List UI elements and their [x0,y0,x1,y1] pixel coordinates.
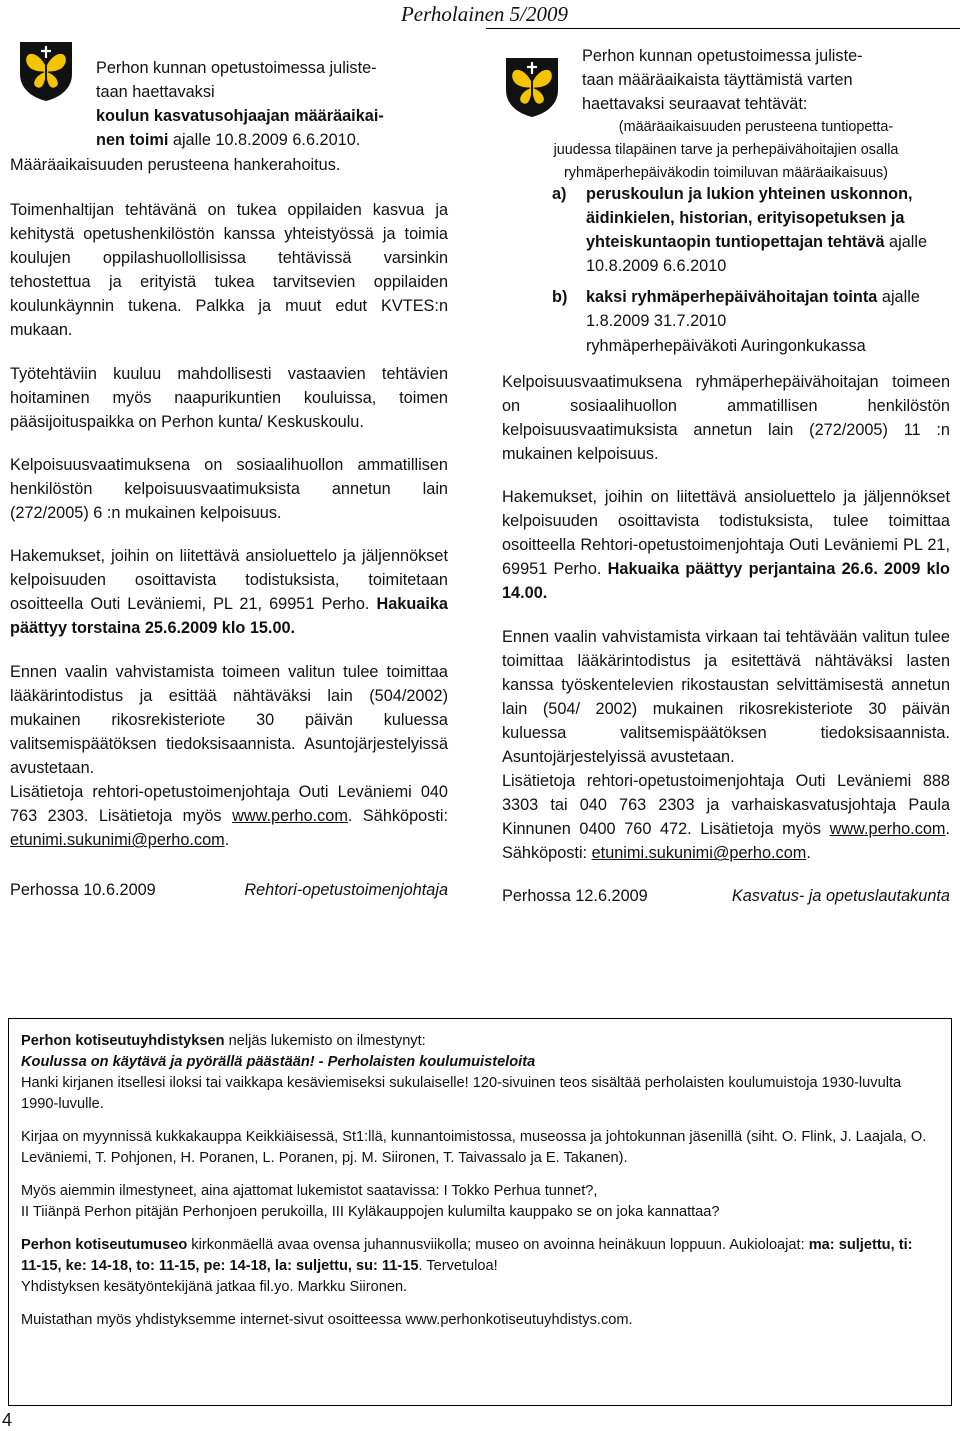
left-title-line-3: koulun kasvatusohjaajan määräaikai- [96,107,384,125]
left-paragraph-certificate: Ennen vaalin vahvistamista toimeen valitun tulee toimittaa lääkärintodistus ja esittää nähtäväksi lain (504/2002) mukainen rikosrekisteriote 30 päivän kuluessa valitsemispäätöksen tiedoksisaannista. Asuntojärjestelyissä avustetaan. [10,662,448,777]
left-paragraph-duties: Toimenhaltijan tehtävänä on tukea oppilaiden kasvua ja kehitystä opetushenkilöstön kanssa yhteistyössä ja toimia koulujen oppilashuollollisissa tehtävissä varsinkin tehostettua ja erityistä tukea tarvitsevien oppilaiden koulunkäynnin tukena. Palkka ja muut edut KVTES:n mukaan. [10,201,448,340]
list-item-place: ryhmäperhepäiväkoti Auringonkukassa [586,336,866,355]
book-title: Koulussa on käytävä ja pyörällä päästään! - Perholaisten koulumuisteloita [21,1054,536,1070]
list-marker: a) [552,185,567,203]
left-signature [10,878,448,902]
left-paragraph-contact: Lisätietoja rehtori-opetustoimenjohtaja Outi Leväniemi 040 763 2303. Lisätietoja myös www.perho.com. Sähköposti: etunimi.sukunimi@perho.com. [10,782,448,850]
publication-title: Perholainen 5/2009 [400,2,568,26]
list-marker: b) [552,288,568,307]
left-ad-heading [10,34,448,176]
email-link[interactable]: etunimi.sukunimi@perho.com [591,844,807,863]
website-link[interactable]: www.perho.com [829,820,946,839]
website-link[interactable]: www.perho.com [232,807,348,826]
right-paragraph-contact: Lisätietoja rehtori-opetustoimenjohtaja Outi Leväniemi 888 3303 tai 040 763 2303 ja varhaiskasvatusjohtaja Paula Kinnunen 0400 760 472. Lisätietoja myös www.perho.com. Sähköposti: etunimi.sukunimi@perho.com. [502,772,950,863]
left-ad-subtitle: Määräaikaisuuden perusteena hankerahoitus. [10,156,341,174]
position-list [502,182,950,358]
left-paragraph-qualification: Kelpoisuusvaatimuksena on sosiaalihuollon ammatillisen henkilöstön kelpoisuusvaatimuksista annetun lain (272/2005) 6 :n mukainen kelpoisuus. [10,455,448,523]
left-sign-who: Rehtori-opetustoimenjohtaja [244,881,448,900]
left-ad-title [96,56,448,152]
right-deadline: Hakuaika päättyy perjantaina 26.6. 2009 klo 14.00. [502,560,950,603]
perho-crest-icon [18,40,74,102]
right-title-line-3: haettavaksi seuraavat tehtävät: [582,95,808,113]
right-title-line-2: taan määräaikaista täyttämistä varten [582,71,853,89]
left-paragraph-application: Hakemukset, joihin on liitettävä ansioluettelo ja jäljennökset kelpoisuuden osoittavista todistuksista, toimitetaan osoitteella Outi Leväniemi, PL 21, 69951 Perho. Hakuaika päättyy torstaina 25.6.2009 klo 15.00. [10,547,448,638]
left-title-line-4: nen toimi ajalle 10.8.2009 6.6.2010. [96,131,361,149]
right-sign-place: Perhossa 12.6.2009 [502,887,648,906]
page-number: 4 [2,1410,13,1430]
kotiseutuyhdistys-notice [8,1018,952,1406]
right-ad-note [502,116,950,185]
museum-hours: ma: suljettu, ti: 11-15, ke: 14-18, to: 11-15, pe: 14-18, la: suljettu, su: 11-15 [21,1237,913,1274]
right-paragraph-certificate: Ennen vaalin vahvistamista virkaan tai tehtävään valitun tulee toimittaa lääkärintodistus ja esitettävä nähtäväksi lasten kanssa työskentelevien rikostaustan selvittämisestä annetun lain (504/ 2002) mukainen rikosrekisteriote 30 päivän kuluessa valitsemispäätöksen tiedoksisaannista. Asuntojärjestelyissä avustetaan. [502,627,950,766]
left-paragraph-tasks: Työtehtäviin kuuluu mahdollisesti vastaavien tehtävien hoitaminen myös naapurikuntien kouluissa, toimen pääsijoituspaikka on Perhon kunta/ Keskuskoulu. [10,364,448,431]
right-ad-heading [502,34,950,182]
left-title-line-1: Perhon kunnan opetustoimessa juliste- [96,59,377,77]
left-title-line-2: taan haettavaksi [96,83,215,101]
right-paragraph-application: Hakemukset, joihin on liitettävä ansioluettelo ja jäljennökset kelpoisuuden osoittavista todistuksista, tulee toimittaa osoitteella Rehtori-opetustoimenjohtaja Outi Leväniemi PL 21, 69951 Perho. Hakuaika päättyy perjantaina 26.6. 2009 klo 14.00. [502,488,950,603]
right-note-line-2: juudessa tilapäinen tarve ja perhepäivähoitajien osalla [553,142,899,158]
notice-earlier-books: Myös aiemmin ilmestyneet, aina ajattomat lukemistot saatavissa: I Tokko Perhua tunnet?, II Tiiänpä Perhon pitäjän Perhonjoen perukoilla, III Kyläkauppojen kulumilta kauppako se on joka kannattaa? [21,1183,720,1220]
right-paragraph-qualification: Kelpoisuusvaatimuksena ryhmäperhepäivähoitajan toimeen on sosiaalihuollon ammatillisen henkilöstön kelpoisuusvaatimuksista annetun lain (272/2005) 11 :n mukainen kelpoisuus. [502,372,950,463]
notice-book-announcement: Perhon kotiseutuyhdistyksen neljäs lukemisto on ilmestynyt: Koulussa on käytävä ja pyörällä päästään! - Perholaisten koulumuisteloita Hanki kirjanen itsellesi iloksi tai vaikkapa kesäviemiseksi sukulaiselle! 120-sivuinen teos sisältää perholaisten koulumuistoja 1930-luvulta 1990-luvulle. [21,1031,931,1115]
notice-museum: Perhon kotiseutumuseo kirkonmäellä avaa ovensa juhannusviikolla; museo on avoinna heinäkuun loppuun. Aukioloajat: ma: suljettu, ti: 11-15, ke: 14-18, to: 11-15, pe: 14-18, la: suljettu, su: 11-15. Tervetuloa! Yhdistyksen kesätyöntekijänä jatkaa fil.yo. Markku Siironen. [21,1237,913,1295]
right-note-line-1: (määräaikaisuuden perusteena tuntiopetta- [618,119,894,135]
header-rule [486,28,960,29]
right-title-line-1: Perhon kunnan opetustoimessa juliste- [582,47,863,65]
email-link[interactable]: etunimi.sukunimi@perho.com [10,831,225,850]
left-deadline: Hakuaika päättyy torstaina 25.6.2009 klo 15.00. [10,595,448,638]
right-job-ad [502,34,950,909]
list-item: b) kaksi ryhmäperhepäivähoitajan tointa ajalle 1.8.2009 31.7.2010 ryhmäperhepäiväkoti Auringonkukassa [502,285,950,357]
page-header [0,2,960,28]
right-signature [502,884,950,908]
left-sign-place: Perhossa 10.6.2009 [10,881,156,900]
right-sign-who: Kasvatus- ja opetuslautakunta [731,887,950,906]
notice-website: Muistathan myös yhdistyksemme internet-sivut osoitteessa www.perhonkotiseutuyhdistys.com. [21,1312,633,1328]
list-item: a) peruskoulun ja lukion yhteinen uskonnon, äidinkielen, historian, erityisopetuksen ja yhteiskuntaopin tuntiopettajan tehtävä ajalle 10.8.2009 6.6.2010 [502,182,950,278]
perho-crest-icon [504,56,560,118]
left-job-ad [10,34,448,902]
right-ad-title [582,44,950,116]
right-note-line-3: ryhmäperhepäiväkodin toimiluvan määräaikaisuus) [564,165,888,181]
notice-sales: Kirjaa on myynnissä kukkakauppa Keikkiäisessä, St1:llä, kunnantoimistossa, museossa ja johtokunnan jäsenillä (siht. O. Flink, J. Laajala, O. Leväniemi, T. Pohjonen, H. Poranen, L. Poranen, pj. M. Siironen, T. Taivassalo ja E. Takanen). [21,1129,927,1166]
